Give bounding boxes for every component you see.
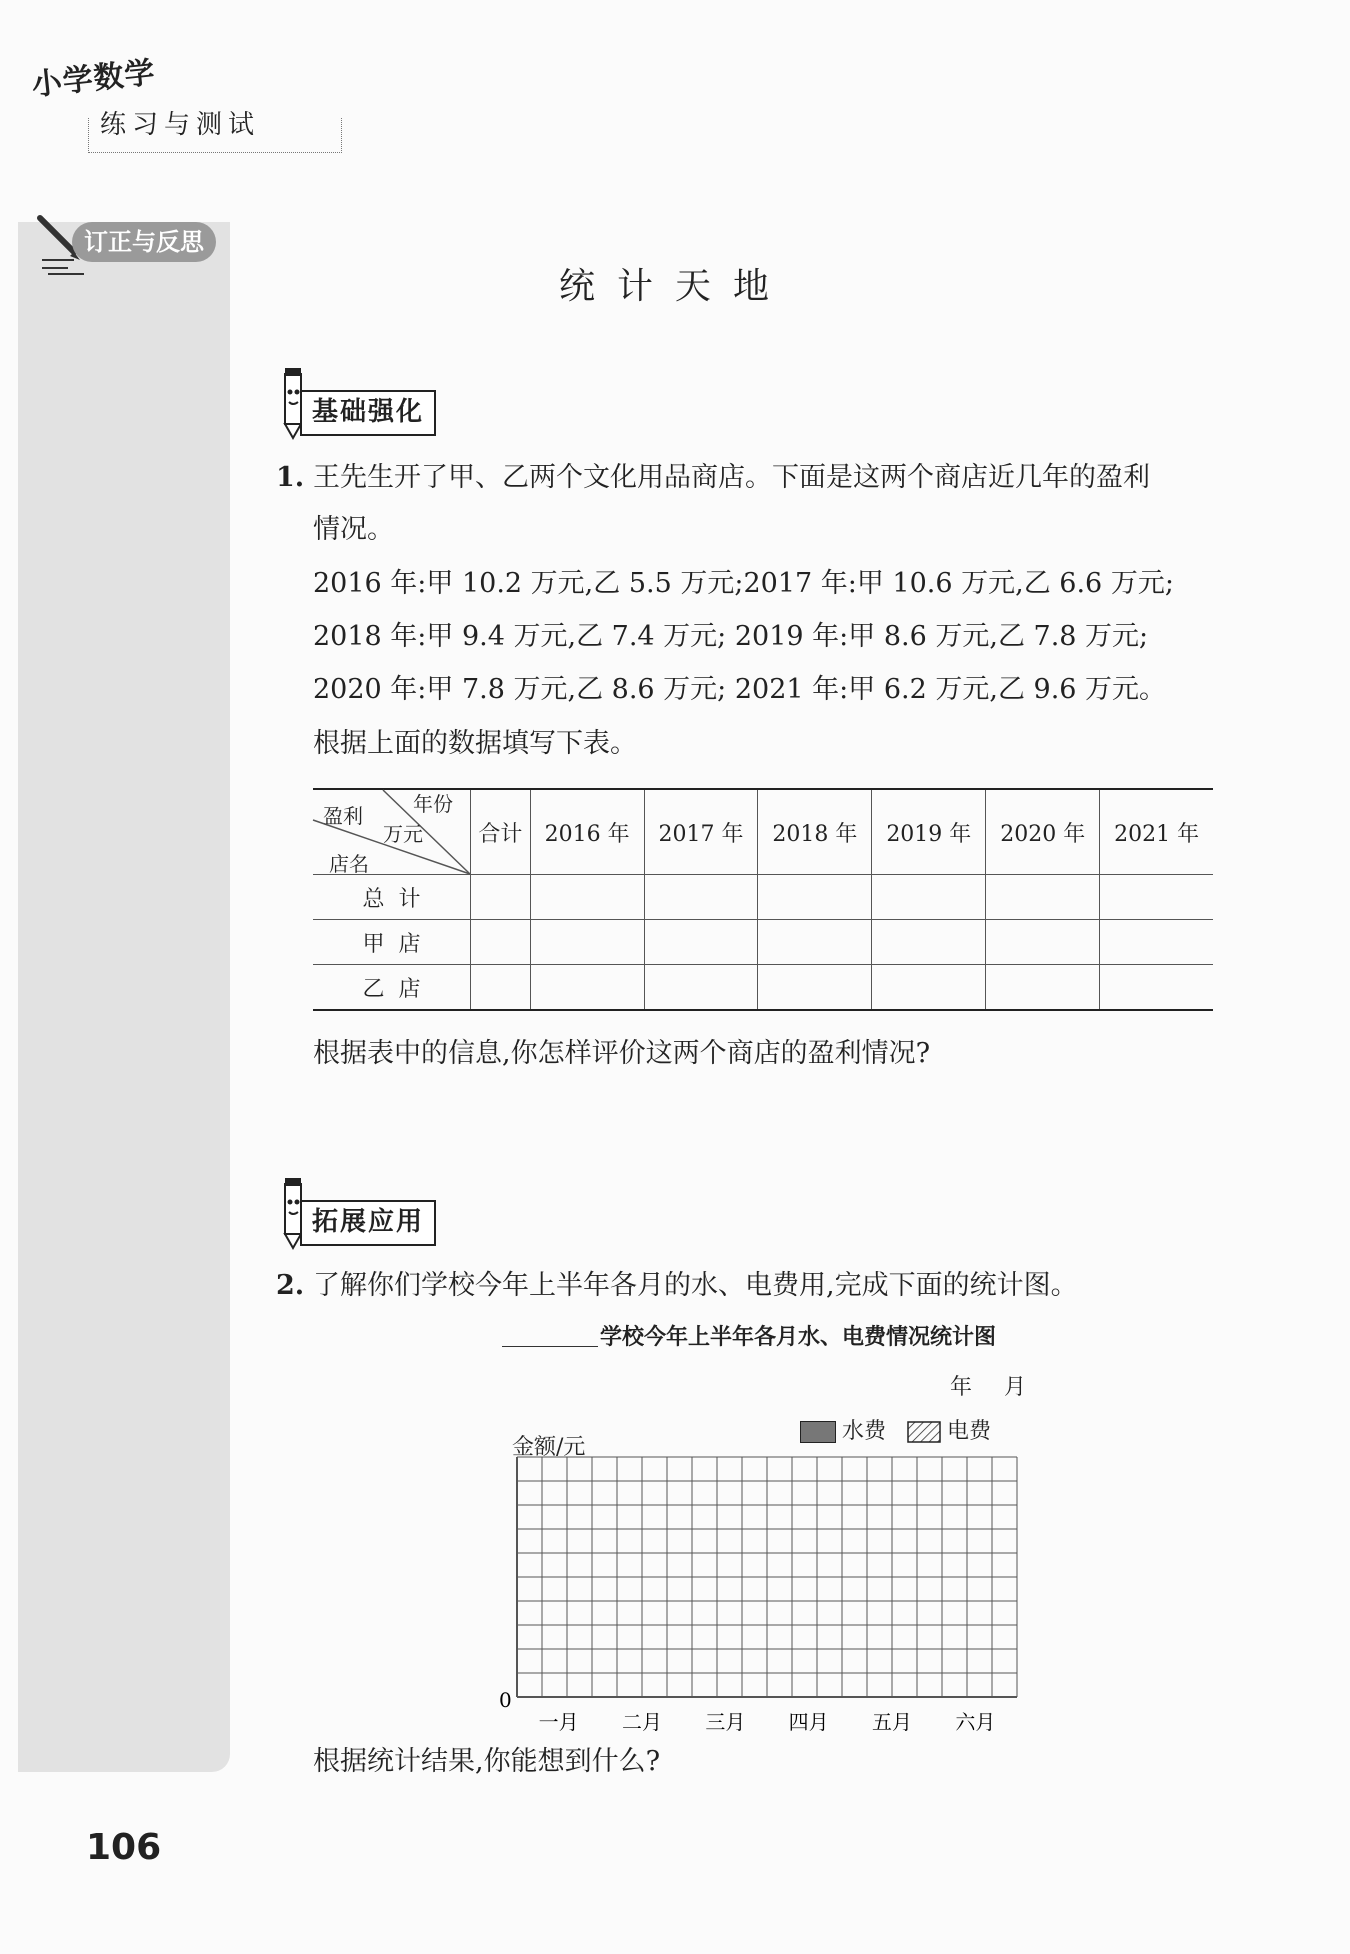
blank-cell[interactable] xyxy=(1100,920,1213,965)
legend-water-swatch xyxy=(800,1421,836,1443)
table-corner-cell xyxy=(313,789,471,875)
corner-unit-label: 万元 xyxy=(383,822,423,846)
blank-cell[interactable] xyxy=(530,920,644,965)
header-2017: 2017 年 xyxy=(644,789,758,875)
page-number: 106 xyxy=(86,1827,162,1868)
blank-cell[interactable] xyxy=(471,920,531,965)
legend-electricity-label: 电费 xyxy=(947,1419,992,1444)
chart-legend xyxy=(800,1414,991,1445)
blank-cell[interactable] xyxy=(872,920,986,965)
blank-cell[interactable] xyxy=(1100,965,1213,1011)
data-line-3: 2020 年:甲 7.8 万元,乙 8.6 万元; 2021 年:甲 6.2 万元,乙 9.6 万元。 xyxy=(313,674,1167,705)
header-2019: 2019 年 xyxy=(872,789,986,875)
table-question: 根据表中的信息,你怎样评价这两个商店的盈利情况? xyxy=(313,1038,931,1069)
blank-cell[interactable] xyxy=(758,875,872,920)
chart-grid xyxy=(517,1457,1017,1697)
data-line-2: 2018 年:甲 9.4 万元,乙 7.4 万元; 2019 年:甲 8.6 万元,乙 7.8 万元; xyxy=(313,621,1149,652)
section-tag-extension: 拓展应用 xyxy=(300,1200,436,1246)
question-2-number: 2. xyxy=(276,1270,305,1301)
blank-cell[interactable] xyxy=(758,920,872,965)
chart-origin-label: 0 xyxy=(499,1688,512,1712)
row-label-store-a: 甲 店 xyxy=(313,920,471,965)
page-title: 统计天地 xyxy=(558,266,791,307)
x-tick-label: 三月 xyxy=(705,1710,746,1734)
correction-reflection-label: 订正与反思 xyxy=(72,222,216,262)
brand-subtitle: 练习与测试 xyxy=(100,110,261,140)
section-tag-basic: 基础强化 xyxy=(300,390,436,436)
blank-cell[interactable] xyxy=(872,875,986,920)
corner-store-label: 店名 xyxy=(329,852,369,876)
profit-table xyxy=(313,788,1213,1011)
row-label-total: 总 计 xyxy=(313,875,471,920)
blank-cell[interactable] xyxy=(986,920,1100,965)
blank-cell[interactable] xyxy=(986,875,1100,920)
school-name-blank[interactable] xyxy=(502,1346,598,1347)
blank-cell[interactable] xyxy=(530,875,644,920)
row-label-store-b: 乙 店 xyxy=(313,965,471,1011)
question-1-text-line1: 王先生开了甲、乙两个文化用品商店。下面是这两个商店近几年的盈利 xyxy=(313,462,1150,493)
x-tick-label: 一月 xyxy=(538,1710,579,1734)
instruction-text: 根据上面的数据填写下表。 xyxy=(313,728,637,759)
blank-cell[interactable] xyxy=(1100,875,1213,920)
question-1-text-line2: 情况。 xyxy=(313,514,394,545)
table-row xyxy=(313,920,1213,965)
blank-cell[interactable] xyxy=(644,875,758,920)
brand-title: 小学数学 xyxy=(30,55,158,104)
chart-question: 根据统计结果,你能想到什么? xyxy=(313,1746,661,1777)
table-row xyxy=(313,875,1213,920)
corner-year-label: 年份 xyxy=(413,792,453,816)
header-2021: 2021 年 xyxy=(1100,789,1213,875)
header-2018: 2018 年 xyxy=(758,789,872,875)
legend-electricity-swatch xyxy=(907,1421,941,1443)
chart-y-axis-label: 金额/元 xyxy=(512,1435,586,1460)
question-2-text: 了解你们学校今年上半年各月的水、电费用,完成下面的统计图。 xyxy=(313,1270,1078,1301)
x-tick-label: 五月 xyxy=(872,1710,912,1734)
notes-margin xyxy=(18,222,230,1772)
header-2020: 2020 年 xyxy=(986,789,1100,875)
blank-cell[interactable] xyxy=(758,965,872,1011)
blank-cell[interactable] xyxy=(872,965,986,1011)
chart-date-line: 年 月 xyxy=(950,1375,1032,1400)
blank-cell[interactable] xyxy=(471,965,531,1011)
blank-cell[interactable] xyxy=(530,965,644,1011)
question-1-number: 1. xyxy=(276,462,305,493)
bar-chart-grid xyxy=(499,1455,1025,1745)
legend-water-label: 水费 xyxy=(842,1419,887,1444)
table-row xyxy=(313,965,1213,1011)
chart-title: 学校今年上半年各月水、电费情况统计图 xyxy=(600,1325,997,1350)
blank-cell[interactable] xyxy=(986,965,1100,1011)
data-line-1: 2016 年:甲 10.2 万元,乙 5.5 万元;2017 年:甲 10.6 万元,乙 6.6 万元; xyxy=(313,568,1174,599)
corner-profit-label: 盈利 xyxy=(323,804,363,828)
header-total: 合计 xyxy=(471,789,531,875)
blank-cell[interactable] xyxy=(644,920,758,965)
x-tick-label: 二月 xyxy=(622,1710,662,1734)
x-tick-label: 六月 xyxy=(955,1710,996,1734)
chart-x-labels xyxy=(539,1710,996,1734)
header-2016: 2016 年 xyxy=(530,789,644,875)
x-tick-label: 四月 xyxy=(788,1710,829,1734)
blank-cell[interactable] xyxy=(471,875,531,920)
blank-cell[interactable] xyxy=(644,965,758,1011)
